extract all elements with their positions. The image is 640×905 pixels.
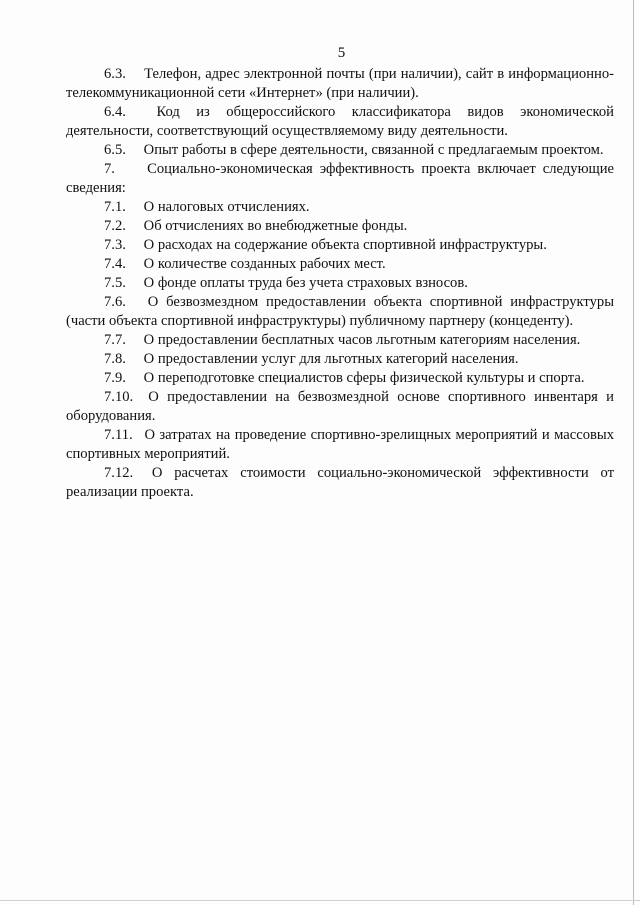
item-number: 7.12. bbox=[104, 465, 134, 481]
item-text: О предоставлении услуг для льготных категорий населения. bbox=[143, 351, 519, 367]
list-item bbox=[66, 255, 614, 274]
list-item bbox=[66, 160, 614, 198]
item-text: О безвозмездном предоставлении объекта спортивной инфраструктуры (части объекта спортивной инфраструктуры) публичному партнеру (концеденту). bbox=[66, 294, 614, 329]
item-number: 7.4. bbox=[104, 256, 126, 272]
item-text: Код из общероссийского классификатора видов экономической деятельности, соответствующий осуществляемому виду деятельности. bbox=[66, 104, 614, 139]
item-text: О затратах на проведение спортивно-зрелищных мероприятий и массовых спортивных мероприятий. bbox=[66, 427, 614, 462]
item-text: Об отчислениях во внебюджетные фонды. bbox=[143, 218, 408, 234]
list-item bbox=[66, 141, 614, 160]
item-number: 7.5. bbox=[104, 275, 126, 291]
item-text: О предоставлении на безвозмездной основе спортивного инвентаря и оборудования. bbox=[66, 389, 614, 424]
item-text: О переподготовке специалистов сферы физической культуры и спорта. bbox=[143, 370, 585, 386]
list-item bbox=[66, 426, 614, 464]
item-number: 7.7. bbox=[104, 332, 126, 348]
item-number: 7.6. bbox=[104, 294, 126, 310]
scan-bottom-line bbox=[0, 900, 640, 901]
list-item bbox=[66, 293, 614, 331]
list-item bbox=[66, 198, 614, 217]
list-item bbox=[66, 331, 614, 350]
list-item bbox=[66, 350, 614, 369]
item-text: Телефон, адрес электронной почты (при наличии), сайт в информационно-телекоммуникационной сети «Интернет» (при наличии). bbox=[66, 66, 614, 101]
item-number: 7.3. bbox=[104, 237, 126, 253]
list-item bbox=[66, 65, 614, 103]
item-text: О предоставлении бесплатных часов льготным категориям населения. bbox=[143, 332, 581, 348]
item-text: Социально-экономическая эффективность проекта включает следующие сведения: bbox=[66, 161, 614, 196]
item-number: 7.11. bbox=[104, 427, 133, 443]
item-number: 7. bbox=[104, 161, 115, 177]
item-number: 7.2. bbox=[104, 218, 126, 234]
list-item bbox=[66, 388, 614, 426]
item-number: 6.5. bbox=[104, 142, 126, 158]
scan-edge-line bbox=[633, 0, 634, 905]
item-text: О фонде оплаты труда без учета страховых взносов. bbox=[143, 275, 468, 291]
item-number: 7.8. bbox=[104, 351, 126, 367]
list-item bbox=[66, 217, 614, 236]
item-number: 7.10. bbox=[104, 389, 134, 405]
list-item bbox=[66, 464, 614, 502]
item-number: 7.9. bbox=[104, 370, 126, 386]
item-text: О количестве созданных рабочих мест. bbox=[143, 256, 386, 272]
list-item bbox=[66, 103, 614, 141]
item-number: 6.4. bbox=[104, 104, 126, 120]
item-text: О налоговых отчислениях. bbox=[143, 199, 310, 215]
item-number: 7.1. bbox=[104, 199, 126, 215]
list-item bbox=[66, 369, 614, 388]
item-text: О расходах на содержание объекта спортивной инфраструктуры. bbox=[143, 237, 547, 253]
list-item bbox=[66, 274, 614, 293]
document-body bbox=[66, 65, 614, 502]
item-text: Опыт работы в сфере деятельности, связанной с предлагаемым проектом. bbox=[143, 142, 604, 158]
item-number: 6.3. bbox=[104, 66, 126, 82]
item-text: О расчетах стоимости социально-экономической эффективности от реализации проекта. bbox=[66, 465, 614, 500]
page-number: 5 bbox=[337, 45, 346, 61]
list-item bbox=[66, 236, 614, 255]
